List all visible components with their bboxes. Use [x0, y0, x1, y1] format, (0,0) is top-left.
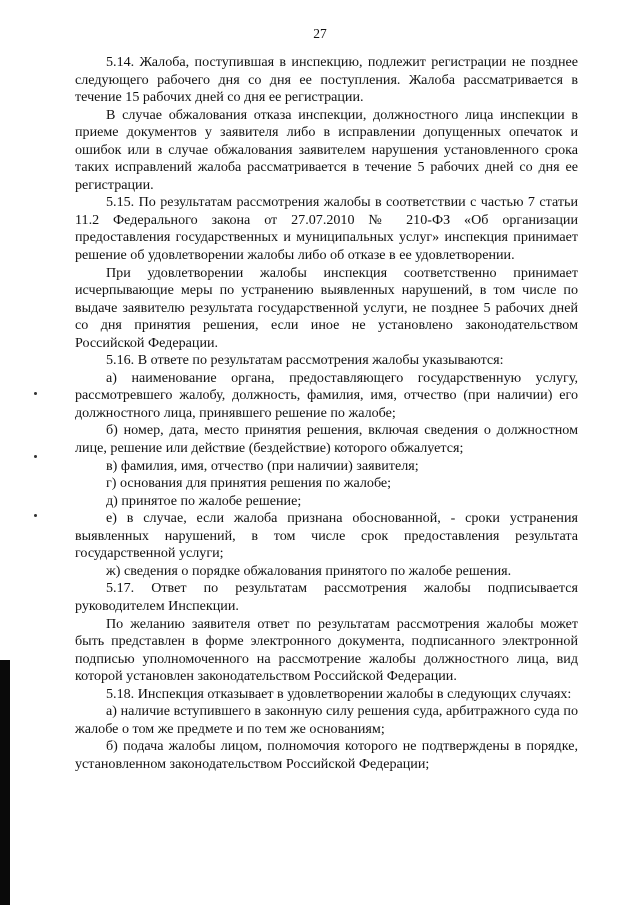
- page-number: 27: [313, 26, 327, 41]
- list-item-b: б) номер, дата, место принятия решения, включая сведения о должностном лице, решение или действие (бездействие) которого обжалуется;: [75, 422, 578, 457]
- list-item-d: д) принятое по жалобе решение;: [106, 492, 302, 509]
- paragraph-5-17-electronic: По желанию заявителя ответ по результатам рассмотрения жалобы может быть представлен в форме электронного документа, подписанного электронной подписью уполномоченного на рассмотрение жалобы должностного лица, вид которой установлен законодательством Российской Федерации.: [75, 615, 578, 685]
- paragraph-5-16: 5.16. В ответе по результатам рассмотрения жалобы указываются:: [106, 352, 504, 369]
- list-item-g: г) основания для принятия решения по жалобе;: [106, 475, 392, 492]
- refusal-item-a: а) наличие вступившего в законную силу решения суда, арбитражного суда по жалобе о том же предмете и по тем же основаниям;: [75, 703, 578, 737]
- paragraph-5-14: 5.14. Жалоба, поступившая в инспекцию, подлежит регистрации не позднее следующего рабочего дня со дня ее поступления. Жалоба рассматривается в течение 15 рабочих дней со дня ее регистрации.: [75, 54, 578, 106]
- scan-speck: [34, 455, 37, 458]
- list-item-a: а) наименование органа, предоставляющего государственную услугу, рассмотревшего жалобу, должность, фамилия, имя, отчество (при наличии) его должностного лица, принявшего решение по жалобе;: [75, 369, 578, 421]
- scan-speck: [34, 514, 37, 517]
- list-item-e: е) в случае, если жалоба признана обоснованной, - сроки устранения выявленных нарушений, в том числе срок предоставления результата государственной услуги;: [75, 510, 578, 562]
- list-item-zh: ж) сведения о порядке обжалования принятого по жалобе решения.: [106, 562, 512, 579]
- paragraph-5-18: 5.18. Инспекция отказывает в удовлетворении жалобы в следующих случаях:: [106, 685, 572, 702]
- paragraph-5-17: 5.17. Ответ по результатам рассмотрения жалобы подписывается руководителем Инспекции.: [75, 580, 578, 614]
- paragraph-5-14-appeal: В случае обжалования отказа инспекции, должностного лица инспекции в приеме документов у заявителя либо в исправлении допущенных опечаток и ошибок или в случае обжалования заявителем нарушения установленного срока таких исправлений жалоба рассматривается в течение 5 рабочих дней со дня ее регистрации.: [75, 106, 578, 193]
- paragraph-5-15-satisfaction: При удовлетворении жалобы инспекция соответственно принимает исчерпывающие меры по устранению выявленных нарушений, в том числе по выдаче заявителю результата государственной услуги, не позднее 5 рабочих дней со дня принятия решения, если иное не установлено законодательством Российской Федерации.: [75, 264, 578, 351]
- scan-speck: [34, 392, 37, 395]
- paragraph-5-15: 5.15. По результатам рассмотрения жалобы в соответствии с частью 7 статьи 11.2 Федерального закона от 27.07.2010 № 210-ФЗ «Об организации предоставления государственных и муниципальных услуг» инспекция принимает решение об удовлетворении жалобы либо об отказе в ее удовлетворении.: [75, 194, 578, 264]
- list-item-v: в) фамилия, имя, отчество (при наличии) заявителя;: [106, 457, 419, 474]
- scan-margin-shadow: [0, 660, 10, 905]
- document-body: [75, 54, 578, 773]
- refusal-item-b: б) подача жалобы лицом, полномочия которого не подтверждены в порядке, установленном законодательством Российской Федерации;: [75, 738, 578, 772]
